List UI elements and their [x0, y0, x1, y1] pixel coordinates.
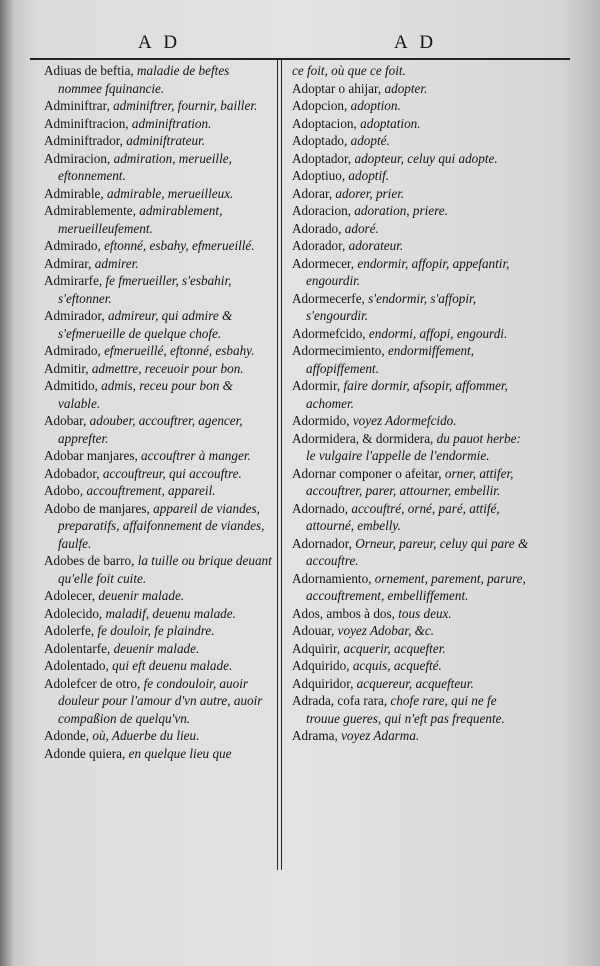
- headword: Adopcion,: [292, 98, 348, 113]
- dictionary-entry: [44, 255, 272, 273]
- definition: s'endormir, s'affopir, s'engourdir.: [306, 290, 477, 323]
- headword: Adolentarfe,: [44, 640, 111, 656]
- definition: adminiftrateur.: [122, 133, 206, 148]
- definition: admirer.: [91, 255, 139, 271]
- definition: endormir, affopir, appefantir, engourdir.: [306, 255, 510, 288]
- definition: ornement, parement, parure, accouftrement, embelliffement.: [306, 570, 526, 603]
- header-left: A D: [138, 32, 182, 53]
- headword: Adquiridor,: [292, 675, 354, 691]
- headword: Adormecerfe,: [292, 290, 365, 306]
- definition: adoption.: [347, 98, 401, 113]
- headword: Adobador,: [44, 465, 100, 481]
- definition: adoration, priere.: [350, 203, 448, 218]
- definition: en quelque lieu que: [125, 745, 232, 761]
- dictionary-entry: [292, 430, 530, 465]
- left-column: [44, 62, 272, 762]
- definition: fe douloir, fe plaindre.: [94, 623, 215, 638]
- definition: accouftrement, appareil.: [83, 483, 216, 498]
- headword: Adormidera, & dormidera,: [292, 430, 434, 446]
- definition: ce foit, où que ce foit.: [292, 63, 406, 78]
- headword: Adrama,: [292, 728, 338, 743]
- dictionary-entry: [44, 272, 272, 307]
- headword: Admirador,: [44, 308, 105, 323]
- definition: faire dormir, afsopir, affommer, achomer.: [306, 378, 508, 411]
- definition: voyez Adarma.: [337, 728, 420, 743]
- definition: voyez Adormefcido.: [349, 413, 457, 428]
- headword: Adquirir,: [292, 640, 341, 656]
- headword: Adquirido,: [292, 658, 350, 673]
- headword: Adrada, cofa rara,: [292, 693, 388, 708]
- dictionary-entry: [292, 132, 530, 150]
- dictionary-entry: [292, 80, 530, 98]
- dictionary-entry: [44, 605, 272, 623]
- dictionary-entry: [292, 342, 530, 377]
- headword: Adoptacion,: [292, 115, 357, 131]
- definition: adorateur.: [345, 238, 404, 253]
- definition: accouftreur, qui accouftre.: [99, 465, 242, 481]
- definition: adorer, prier.: [332, 185, 405, 201]
- headword: Adolerfe,: [44, 623, 95, 638]
- right-column: [292, 62, 530, 745]
- headword: Adornamiento,: [292, 570, 372, 586]
- dictionary-entry: [292, 727, 530, 745]
- headword: Adolefcer de otro,: [44, 675, 141, 691]
- headword: Adoracion,: [292, 203, 351, 218]
- dictionary-entry: [44, 447, 272, 465]
- headword: Adormecimiento,: [292, 343, 385, 358]
- definition: maladif, deuenu malade.: [102, 605, 236, 621]
- dictionary-entry: [44, 657, 272, 675]
- dictionary-entry: [44, 115, 272, 133]
- definition: adouber, accouftrer, agencer, apprefter.: [58, 413, 243, 446]
- headword: Adormefcido,: [292, 325, 366, 341]
- definition: maladie de beftes nommee fquinancie.: [58, 63, 230, 96]
- definition: adoptif.: [345, 168, 390, 183]
- dictionary-entry: [44, 237, 272, 255]
- dictionary-entry: [44, 132, 272, 150]
- headword: Adolecer,: [44, 588, 96, 603]
- dictionary-entry: [44, 412, 272, 447]
- dictionary-entry: [292, 185, 530, 203]
- dictionary-entry: [44, 552, 272, 587]
- definition: acquerir, acquefter.: [340, 640, 446, 656]
- dictionary-entry: [292, 62, 530, 80]
- headword: Adormecer,: [292, 255, 355, 271]
- definition: la tuille ou brique deuant qu'elle foit cuite.: [58, 553, 272, 586]
- dictionary-entry: [44, 675, 272, 728]
- definition: accouftrer à manger.: [137, 448, 251, 463]
- definition: adopté.: [347, 133, 390, 148]
- dictionary-entry: [44, 62, 272, 97]
- dictionary-entry: [292, 675, 530, 693]
- definition: adminiftrer, fournir, bailler.: [109, 98, 258, 113]
- definition: où, Aduerbe du lieu.: [89, 728, 200, 743]
- dictionary-entry: [292, 535, 530, 570]
- headword: Adouar,: [292, 623, 335, 638]
- column-rule: [281, 60, 282, 870]
- headword: Adoptar o ahijar,: [292, 80, 382, 96]
- dictionary-entry: [292, 465, 530, 500]
- definition: admettre, receuoir pour bon.: [88, 360, 244, 376]
- definition: adminiftration.: [128, 115, 212, 131]
- dictionary-entry: [44, 360, 272, 378]
- definition: fe condouloir, auoir douleur pour l'amour d'vn autre, auoir compaßion de quelqu'vn.: [58, 675, 263, 726]
- dictionary-entry: [44, 727, 272, 745]
- dictionary-entry: [292, 570, 530, 605]
- headword: Adobo de manjares,: [44, 500, 150, 516]
- dictionary-entry: [292, 500, 530, 535]
- dictionary-entry: [44, 622, 272, 640]
- definition: accouftré, orné, paré, attifé, attourné, embelly.: [306, 500, 500, 533]
- headword: Adobar manjares,: [44, 448, 138, 463]
- dictionary-entry: [292, 692, 530, 727]
- headword: Adminiftracion,: [44, 115, 129, 131]
- headword: Admirablemente,: [44, 203, 136, 218]
- definition: admireur, qui admire & s'efmerueille de quelque chofe.: [58, 308, 233, 341]
- definition: admiration, merueille, eftonnement.: [58, 150, 232, 183]
- definition: deuenir malade.: [110, 640, 200, 656]
- dictionary-entry: [292, 97, 530, 115]
- definition: deuenir malade.: [95, 588, 185, 603]
- dictionary-entry: [44, 97, 272, 115]
- dictionary-entry: [292, 255, 530, 290]
- dictionary-entry: [44, 587, 272, 605]
- headword: Ados, ambos à dos,: [292, 605, 395, 621]
- headword: Adormido,: [292, 413, 350, 428]
- headword: Adiuas de beftia,: [44, 63, 134, 78]
- headword: Adobes de barro,: [44, 553, 135, 568]
- headword: Adminiftrador,: [44, 133, 123, 148]
- headword: Adolecido,: [44, 605, 103, 621]
- dictionary-entry: [292, 657, 530, 675]
- dictionary-entry: [292, 640, 530, 658]
- headword: Admitir,: [44, 360, 89, 376]
- definition: admirable, merueilleux.: [103, 185, 234, 201]
- headword: Adobar,: [44, 413, 87, 428]
- headword: Admitido,: [44, 378, 98, 393]
- headword: Admiracion,: [44, 150, 111, 166]
- dictionary-entry: [292, 115, 530, 133]
- dictionary-entry: [292, 325, 530, 343]
- dictionary-entry: [292, 605, 530, 623]
- dictionary-entry: [44, 342, 272, 360]
- headword: Adornar componer o afeitar,: [292, 465, 442, 481]
- definition: voyez Adobar, &c.: [334, 623, 435, 638]
- definition: eftonné, esbahy, efmerueillé.: [100, 238, 255, 253]
- definition: efmerueillé, eftonné, esbahy.: [100, 343, 255, 358]
- headword: Admirado,: [44, 343, 101, 358]
- headword: Adoptado,: [292, 133, 348, 148]
- column-rule: [277, 60, 278, 870]
- headword: Adobo,: [44, 483, 84, 498]
- dictionary-entry: [44, 307, 272, 342]
- headword: Adornador,: [292, 535, 352, 551]
- dictionary-entry: [292, 237, 530, 255]
- headword: Adormir,: [292, 378, 341, 393]
- definition: qui eft deuenu malade.: [108, 658, 233, 673]
- dictionary-entry: [292, 412, 530, 430]
- headword: Admirable,: [44, 185, 104, 201]
- definition: Orneur, pareur, celuy qui pare & accouftre.: [306, 535, 529, 568]
- headword: Adonde,: [44, 728, 90, 743]
- headword: Adorador,: [292, 238, 346, 253]
- running-header: [30, 30, 570, 60]
- dictionary-entry: [44, 745, 272, 763]
- headword: Admirarfe,: [44, 273, 103, 288]
- definition: adoré.: [341, 220, 379, 236]
- headword: Adminiftrar,: [44, 98, 110, 113]
- dictionary-entry: [292, 167, 530, 185]
- dictionary-entry: [292, 622, 530, 640]
- dictionary-entry: [44, 202, 272, 237]
- definition: adopteur, celuy qui adopte.: [351, 150, 498, 166]
- definition: endormiffement, affopiffement.: [306, 343, 475, 376]
- dictionary-entry: [44, 185, 272, 203]
- dictionary-entry: [292, 290, 530, 325]
- dictionary-entry: [44, 465, 272, 483]
- headword: Admirar,: [44, 255, 92, 271]
- dictionary-entry: [292, 150, 530, 168]
- headword: Adoptador,: [292, 150, 352, 166]
- dictionary-entry: [292, 377, 530, 412]
- dictionary-entry: [44, 500, 272, 553]
- definition: chofe rare, qui ne fe trouue gueres, qui n'eft pas frequente.: [306, 693, 505, 726]
- dictionary-entry: [292, 202, 530, 220]
- dictionary-entry: [44, 377, 272, 412]
- definition: du pauot herbe: le vulgaire l'appelle de l'endormie.: [306, 430, 521, 463]
- definition: fe fmerueiller, s'esbahir, s'eftonner.: [58, 273, 232, 306]
- definition: admis, receu pour bon & valable.: [58, 378, 233, 411]
- definition: acquis, acquefté.: [349, 658, 442, 673]
- definition: orner, attifer, accouftrer, parer, attourner, embellir.: [306, 465, 514, 498]
- definition: appareil de viandes, preparatifs, affaifonnement de viandes, faulfe.: [58, 500, 265, 551]
- headword: Adornado,: [292, 500, 349, 516]
- headword: Admirado,: [44, 238, 101, 253]
- header-right: A D: [394, 32, 438, 53]
- dictionary-entry: [44, 482, 272, 500]
- definition: acquereur, acquefteur.: [353, 675, 474, 691]
- dictionary-entry: [44, 150, 272, 185]
- definition: adoptation.: [356, 115, 421, 131]
- headword: Adoptiuo,: [292, 168, 346, 183]
- dictionary-entry: [292, 220, 530, 238]
- definition: admirablement, merueilleufement.: [58, 203, 223, 236]
- headword: Adorado,: [292, 220, 342, 236]
- headword: Adolentado,: [44, 658, 109, 673]
- definition: adopter.: [381, 80, 428, 96]
- dictionary-entry: [44, 640, 272, 658]
- definition: tous deux.: [394, 605, 452, 621]
- definition: endormi, affopi, engourdi.: [365, 325, 508, 341]
- headword: Adonde quiera,: [44, 745, 126, 761]
- headword: Adorar,: [292, 185, 333, 201]
